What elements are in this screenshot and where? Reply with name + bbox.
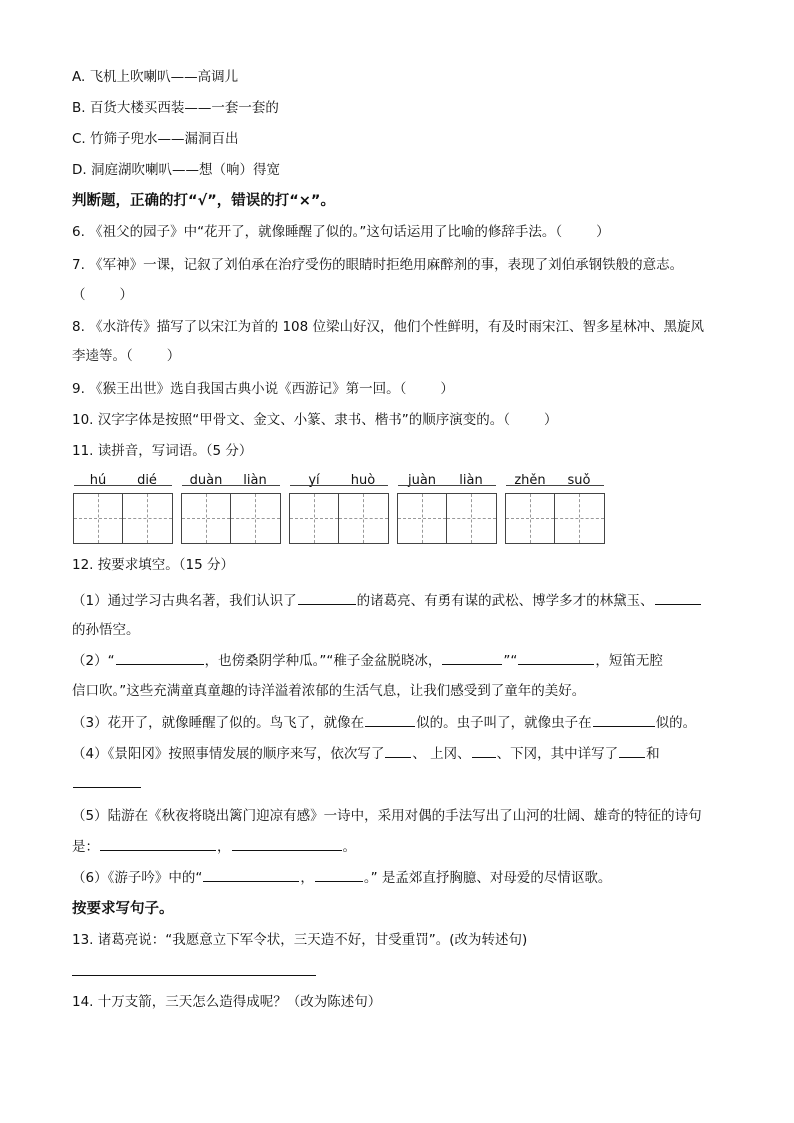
question-13: 13. 诸葛亮说：“我愿意立下军令状，三天造不好，甘受重罚”。(改为转述句) [72, 932, 528, 948]
question-12: 12. 按要求填空。（15 分） [72, 557, 234, 573]
text-segment: ”“ [503, 653, 518, 669]
question-7-answer [72, 285, 133, 305]
fill-blank[interactable] [365, 712, 415, 727]
pinyin-label: huò [350, 473, 376, 488]
fill-blank[interactable] [203, 867, 299, 882]
pinyin-label: zhěn [514, 473, 546, 488]
text-segment: ， [217, 839, 231, 855]
writing-box[interactable] [231, 494, 280, 543]
question-12-2 [72, 650, 663, 671]
question-12-2-cont: 信口吹。”这些充满童真童趣的诗洋溢着浓郁的生活气息，让我们感受到了童年的美好。 [72, 683, 586, 699]
question-12-4-cont [72, 773, 142, 794]
paren-close: ） [544, 412, 558, 428]
pinyin-label: liàn [459, 473, 483, 488]
question-12-5: （5）陆游在《秋夜将晓出篱门迎凉有感》一诗中，采用对偶的手法写出了山河的壮阔、雄奇的特征的诗句 [72, 808, 702, 824]
writing-boxes[interactable] [289, 493, 389, 544]
writing-boxes[interactable] [397, 493, 497, 544]
question-11: 11. 读拼音，写词语。（5 分） [72, 443, 253, 459]
text-segment: （2）“ [72, 653, 115, 669]
writing-box[interactable] [506, 494, 555, 543]
question-12-1 [72, 590, 702, 611]
text-segment: 。” 是孟郊直抒胸臆、对母爱的尽情讴歌。 [363, 870, 612, 886]
writing-box[interactable] [555, 494, 604, 543]
question-12-6 [72, 867, 611, 888]
judge-section-title: 判断题，正确的打“√”，错误的打“×”。 [72, 193, 335, 209]
paren-close: ） [440, 381, 454, 397]
text-segment: 。 [342, 839, 356, 855]
writing-box[interactable] [447, 494, 496, 543]
fill-blank[interactable] [298, 590, 356, 605]
text-segment: ，短笛无腔 [595, 653, 663, 669]
paren-open: （ [72, 287, 86, 303]
question-9-text: 9. 《猴王出世》选自我国古典小说《西游记》第一回。（ [72, 381, 407, 397]
text-segment: （6）《游子吟》中的“ [72, 870, 203, 886]
text-segment: 、下冈，其中详写了 [496, 746, 619, 762]
text-segment: （1）通过学习古典名著，我们认识了 [72, 593, 297, 609]
question-8-text: 李逵等。（ [72, 348, 133, 364]
option-d: D. 洞庭湖吹喇叭——想（响）得宽 [72, 162, 280, 178]
pinyin-label: liàn [243, 473, 267, 488]
question-8-cont [72, 346, 180, 366]
question-8: 8. 《水浒传》描写了以宋江为首的 108 位梁山好汉，他们个性鲜明，有及时雨宋江、智多星林冲、黑旋风 [72, 319, 705, 335]
fill-blank[interactable] [593, 712, 655, 727]
question-10-text: 10. 汉字字体是按照“甲骨文、金文、小篆、隶书、楷书”的顺序演变的。（ [72, 412, 510, 428]
fill-blank[interactable] [232, 836, 342, 851]
fill-blank[interactable] [518, 650, 594, 665]
text-segment: 、 上冈、 [412, 746, 471, 762]
rewrite-section-title: 按要求写句子。 [72, 901, 174, 917]
fill-blank[interactable] [655, 590, 701, 605]
writing-box[interactable] [339, 494, 388, 543]
fill-blank[interactable] [315, 867, 363, 882]
writing-box[interactable] [398, 494, 447, 543]
paren-close: ） [166, 348, 181, 364]
option-c: C. 竹筛子兜水——漏洞百出 [72, 131, 239, 147]
pinyin-label: yí [308, 473, 320, 488]
question-12-3 [72, 712, 696, 733]
question-9 [72, 379, 454, 399]
text-segment: 似的。 [655, 715, 697, 731]
writing-box[interactable] [290, 494, 339, 543]
answer-line[interactable] [72, 975, 316, 976]
text-segment: ， [300, 870, 314, 886]
writing-boxes[interactable] [73, 493, 173, 544]
text-segment: 和 [646, 746, 660, 762]
fill-blank[interactable] [73, 773, 141, 788]
fill-blank[interactable] [472, 743, 496, 758]
text-segment: （4）《景阳冈》按照事情发展的顺序来写，依次写了 [72, 746, 385, 762]
question-12-5-cont [72, 836, 356, 857]
question-7: 7. 《军神》一课，记叙了刘伯承在治疗受伤的眼睛时拒绝用麻醉剂的事，表现了刘伯承钢铁般的意志。 [72, 257, 684, 273]
fill-blank[interactable] [116, 650, 204, 665]
question-6 [72, 222, 610, 242]
writing-box[interactable] [182, 494, 231, 543]
pinyin-label: duàn [189, 473, 223, 488]
option-a: A. 飞机上吹喇叭——高调儿 [72, 69, 239, 85]
text-segment: 似的。虫子叫了，就像虫子在 [416, 715, 592, 731]
fill-blank[interactable] [100, 836, 216, 851]
paren-close: ） [119, 287, 133, 303]
question-10 [72, 410, 558, 430]
question-12-1-cont: 的孙悟空。 [72, 622, 140, 638]
writing-box[interactable] [123, 494, 172, 543]
writing-box[interactable] [74, 494, 123, 543]
question-14: 14. 十万支箭，三天怎么造得成呢？（改为陈述句） [72, 994, 382, 1010]
fill-blank[interactable] [619, 743, 645, 758]
question-6-text: 6. 《祖父的园子》中“花开了，就像睡醒了似的。”这句话运用了比喻的修辞手法。（ [72, 224, 563, 240]
pinyin-label: dié [137, 473, 157, 488]
fill-blank[interactable] [442, 650, 502, 665]
writing-boxes[interactable] [181, 493, 281, 544]
text-segment: ，也傍桑阴学种瓜。”“稚子金盆脱晓冰， [204, 653, 442, 669]
fill-blank[interactable] [385, 743, 411, 758]
question-12-4 [72, 743, 660, 764]
text-segment: （3）花开了，就像睡醒了似的。鸟飞了，就像在 [72, 715, 365, 731]
paren-close: ） [596, 224, 610, 240]
writing-boxes[interactable] [505, 493, 605, 544]
pinyin-label: hú [89, 473, 107, 488]
pinyin-label: suǒ [567, 473, 591, 488]
text-segment: 的诸葛亮、有勇有谋的武松、博学多才的林黛玉、 [356, 593, 654, 609]
pinyin-label: juàn [407, 473, 437, 488]
option-b: B. 百货大楼买西装——一套一套的 [72, 100, 279, 116]
text-segment: 是： [72, 839, 99, 855]
